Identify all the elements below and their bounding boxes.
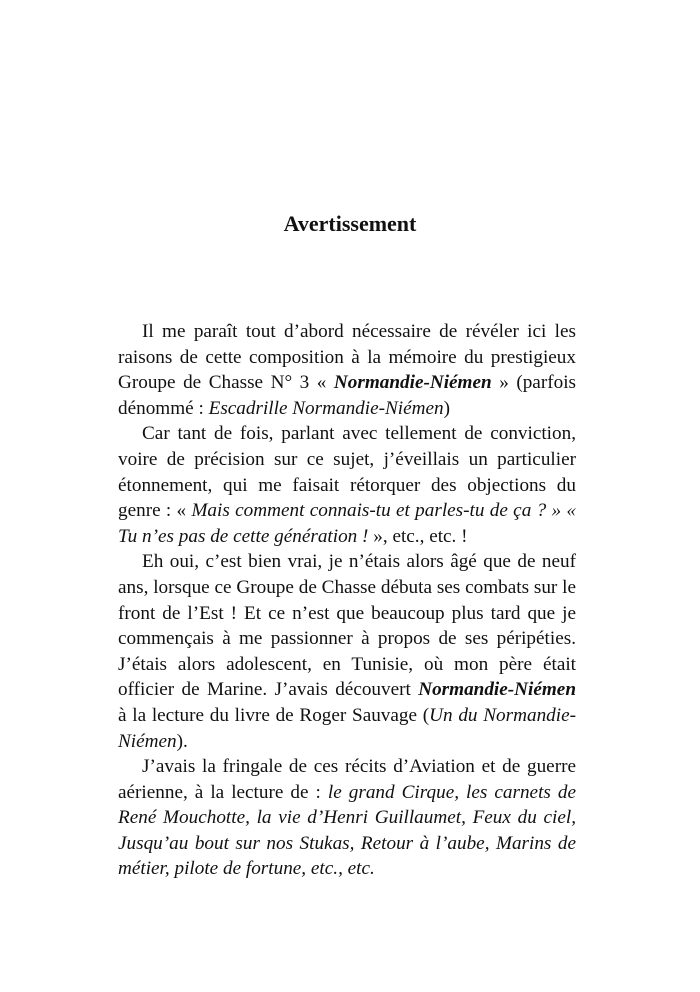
text-segment: Car tant de fois, parlant avec tellement de conviction, voire de précision sur ce sujet, j’éveillais un particulier étonnement, qui me faisait rétorquer des objections du genre : « (118, 423, 576, 522)
emphasis-text: Normandie-Niémen (418, 679, 576, 701)
page-title: Avertissement (283, 211, 417, 236)
emphasis-text: Normandie-Niémen (333, 372, 492, 394)
paragraph-2 (118, 421, 576, 549)
text-segment: J’avais la fringale de ces récits d’Aviation et de guerre aérienne, à la lecture de : (118, 756, 576, 803)
italic-text: Escadrille Normandie-Niémen (208, 397, 444, 419)
text-segment: Il me paraît tout d’abord nécessaire de révéler ici les raisons de cette composition à la mémoire du prestigieux Groupe de Chasse N° 3 « (118, 321, 576, 394)
italic-text: le grand Cirque, les carnets de René Mouchotte, la vie d’Henri Guillaumet, Feux du ciel, Jusqu’au bout sur nos Stukas, Retour à l’aube, Marins de métier, pilote de fortune, etc., etc. (118, 781, 576, 880)
body-text (118, 319, 576, 882)
paragraph-1 (118, 319, 576, 421)
paragraph-3 (118, 549, 576, 754)
italic-text: Mais comment connais-tu et parles-tu de ça ? » « Tu n’es pas de cette génération ! (118, 500, 576, 547)
italic-text: Un du Normandie-Niémen (118, 704, 576, 752)
text-segment: ). (176, 730, 188, 752)
text-segment: », etc., etc. ! (373, 525, 468, 547)
text-segment: à la lecture du livre de Roger Sauvage ( (118, 704, 430, 726)
paragraph-4 (118, 754, 576, 882)
text-segment: Eh oui, c’est bien vrai, je n’étais alors âgé que de neuf ans, lorsque ce Groupe de Chasse débuta ses combats sur le front de l’Est ! Et ce n’est que beaucoup plus tard que je commençais à me passionner à propos de ses péripéties. J’étais alors adolescent, en Tunisie, où mon père était officier de Marine. J’avais découvert (118, 551, 576, 701)
text-segment: ) (443, 397, 450, 419)
text-segment: » (parfois dénommé : (118, 372, 576, 419)
